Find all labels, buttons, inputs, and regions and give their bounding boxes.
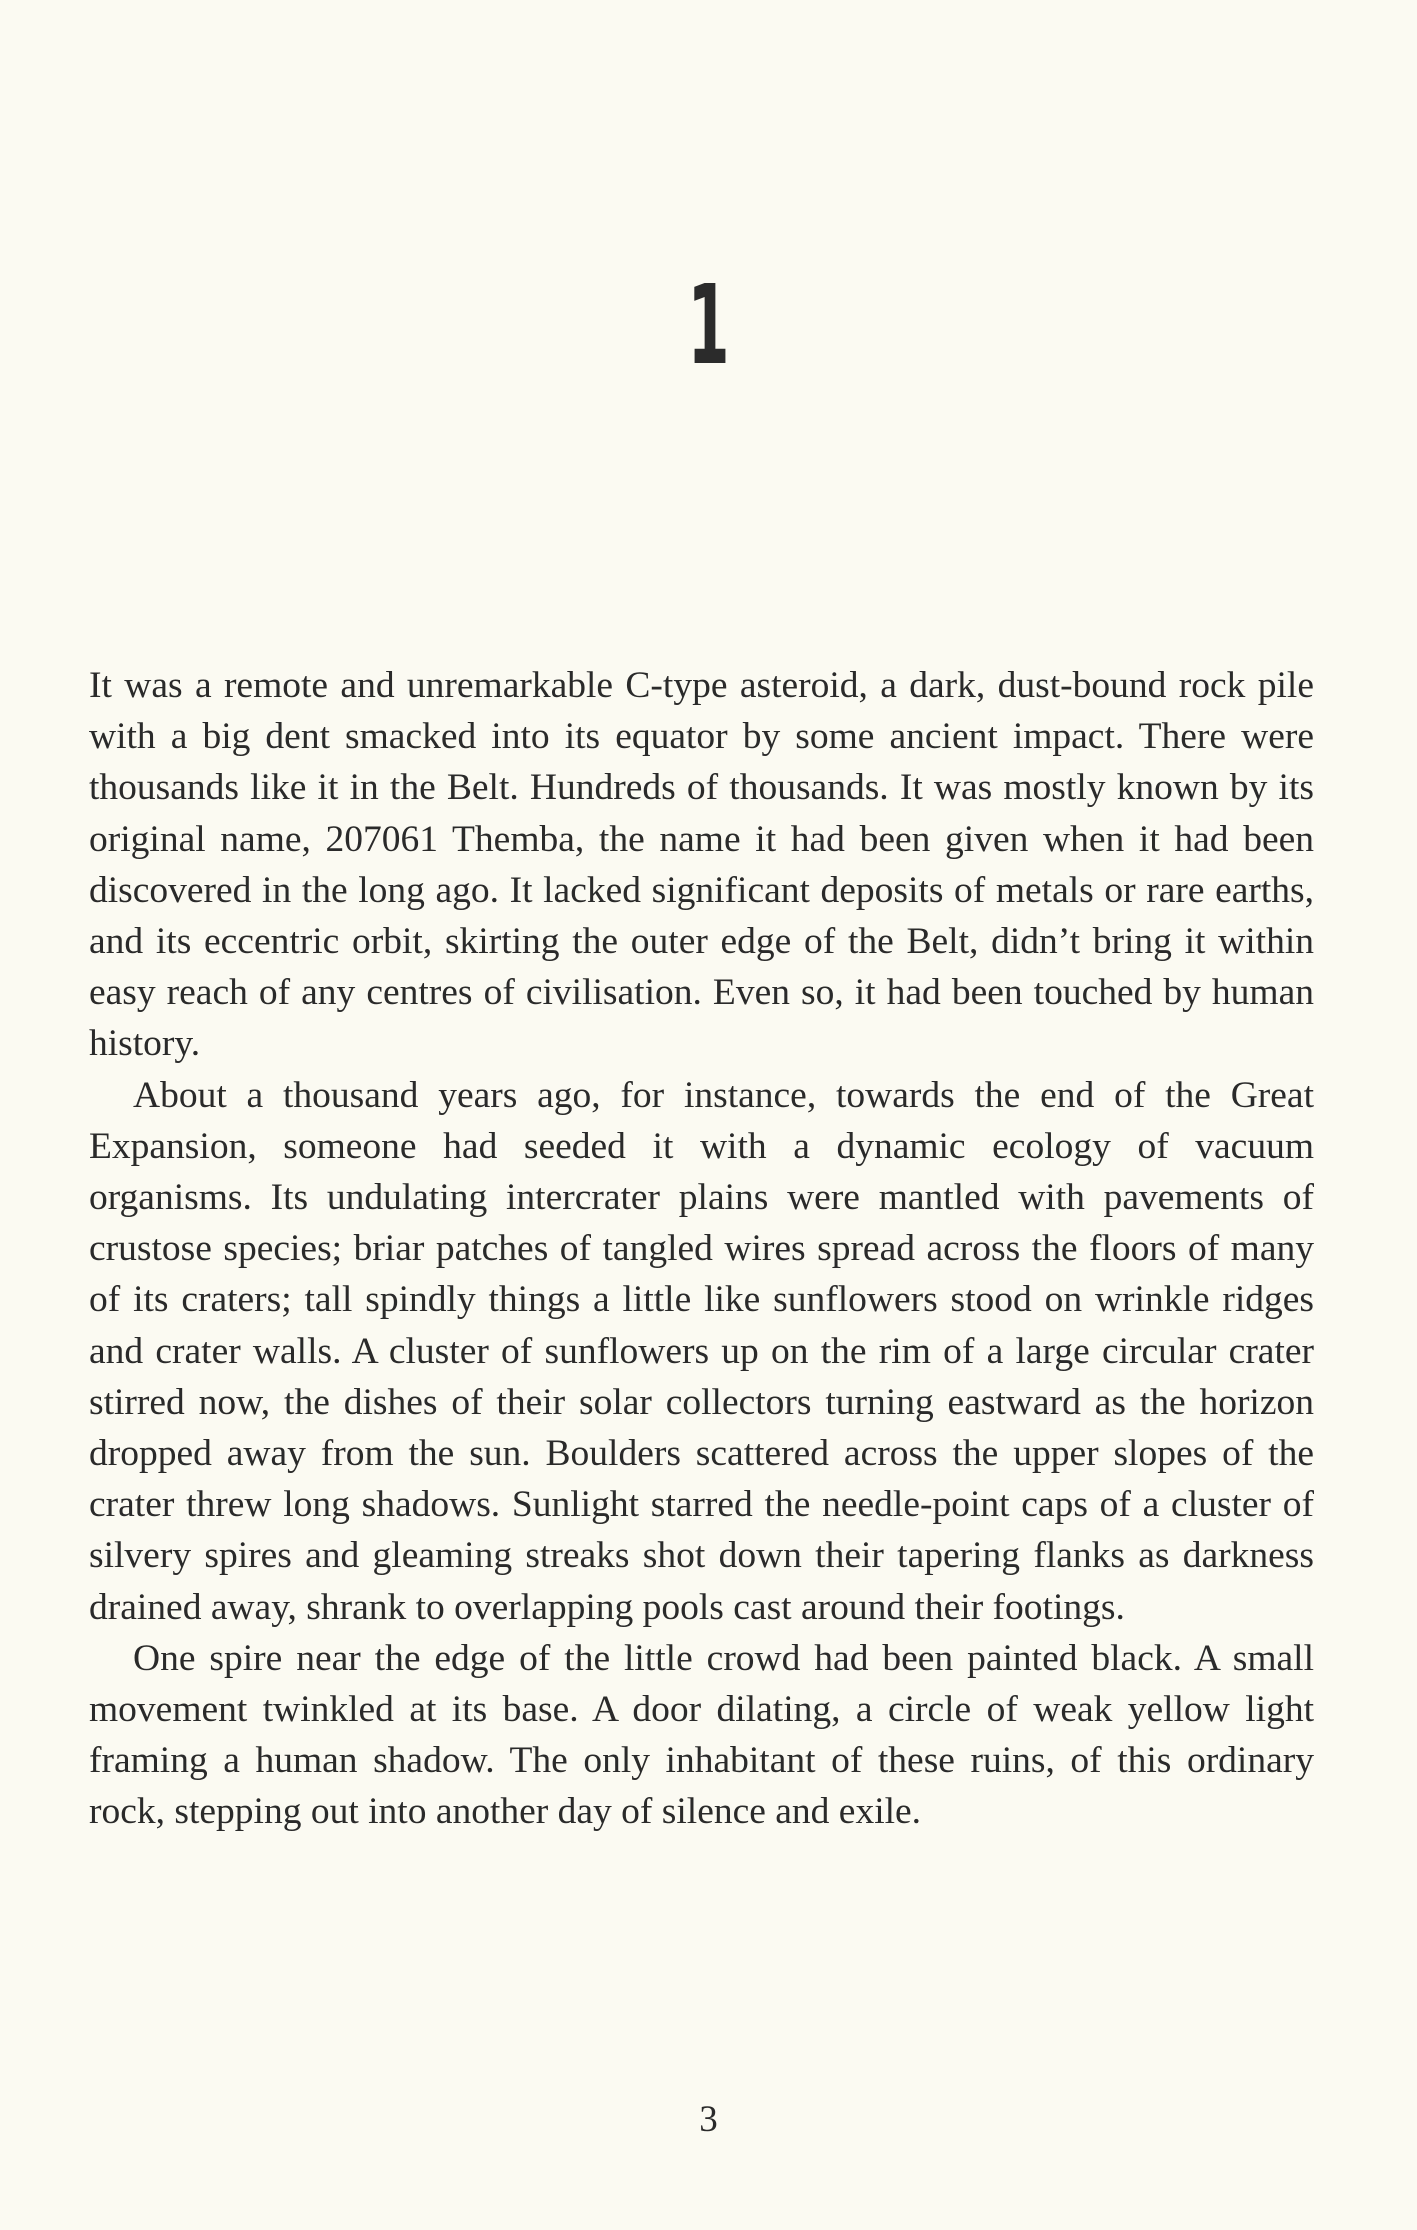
page-number: 3 <box>699 2099 718 2140</box>
chapter-body <box>89 660 1314 1838</box>
chapter-number: 1 <box>687 261 730 389</box>
paragraph-3: One spire near the edge of the little crowd had been painted black. A small movement twinkled at its base. A door dilating, a circle of weak yellow light framing a human shadow. The only inhabitant of these ruins, of this ordinary rock, stepping out into another day of silence and exile. <box>89 1637 1314 1833</box>
paragraph-2: About a thousand years ago, for instance, towards the end of the Great Expansion, someone had seeded it with a dynamic ecology of vacuum organisms. Its undulating intercrater plains were mantled with pavements of crustose species; briar patches of tangled wires spread across the floors of many of its craters; tall spindly things a little like sunflowers stood on wrinkle ridges and crater walls. A cluster of sunflowers up on the rim of a large circular crater stirred now, the dishes of their solar collectors turning eastward as the horizon dropped away from the sun. Boulders scattered across the upper slopes of the crater threw long shadows. Sunlight starred the needle-point caps of a cluster of silvery spires and gleaming streaks shot down their tapering flanks as darkness drained away, shrank to overlapping pools cast around their footings. <box>89 1074 1314 1628</box>
paragraph-1: It was a remote and unremarkable C-type asteroid, a dark, dust-bound rock pile with a big dent smacked into its equator by some ancient impact. There were thousands like it in the Belt. Hundreds of thousands. It was mostly known by its original name, 207061 Themba, the name it had been given when it had been discovered in the long ago. It lacked significant deposits of metals or rare earths, and its eccentric orbit, skirting the outer edge of the Belt, didn’t bring it within easy reach of any centres of civilisation. Even so, it had been touched by human history. <box>89 665 1314 1065</box>
